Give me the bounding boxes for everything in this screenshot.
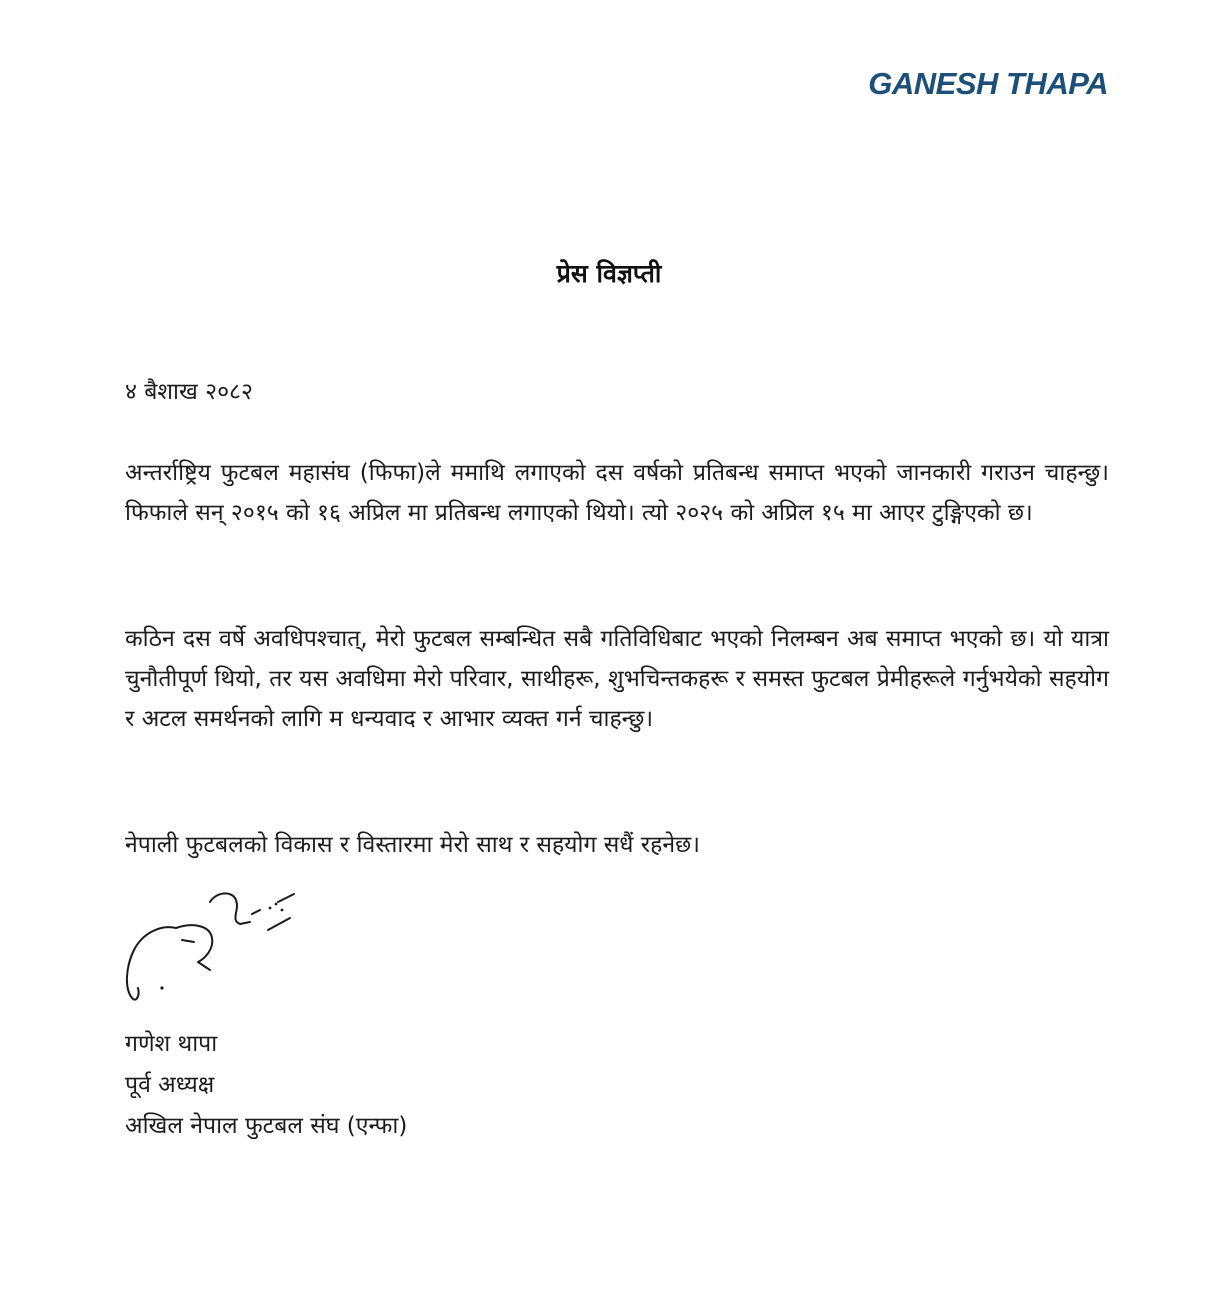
signatory-block <box>125 1024 407 1147</box>
signatory-name: गणेश थापा <box>125 1031 218 1057</box>
document-date: ४ बैशाख २०८२ <box>125 379 253 405</box>
closing-statement: नेपाली फुटबलको विकास र विस्तारमा मेरो साथ र सहयोग सधैं रहनेछ। <box>125 832 700 858</box>
body-paragraph-2: कठिन दस वर्षे अवधिपश्चात्, मेरो फुटबल सम्बन्धित सबै गतिविधिबाट भएको निलम्बन अब समाप्त भएको छ। यो यात्रा चुनौतीपूर्ण थियो, तर यस अवधिमा मेरो परिवार, साथीहरू, शुभचिन्तकहरू र समस्त फुटबल प्रेमीहरूले गर्नुभयेको सहयोग र अटल समर्थनको लागि म धन्यवाद र आभार व्यक्त गर्न चाहन्छु। <box>125 626 1109 732</box>
body-paragraph-1: अन्तर्राष्ट्रिय फुटबल महासंघ (फिफा)ले ममाथि लगाएको दस वर्षको प्रतिबन्ध समाप्त भएको जानकारी गराउन चाहन्छु। फिफाले सन् २०१५ को १६ अप्रिल मा प्रतिबन्ध लगाएको थियो। त्यो २०२५ को अप्रिल १५ मा आएर टुङ्गिएको छ। <box>125 460 1109 526</box>
letterhead-name: GANESH THAPA <box>868 66 1108 101</box>
handwritten-signature <box>118 884 308 1012</box>
document-title: प्रेस विज्ञप्ती <box>556 259 662 288</box>
signatory-position: पूर्व अध्यक्ष <box>125 1072 215 1098</box>
signatory-organization: अखिल नेपाल फुटबल संघ (एन्फा) <box>125 1113 408 1139</box>
